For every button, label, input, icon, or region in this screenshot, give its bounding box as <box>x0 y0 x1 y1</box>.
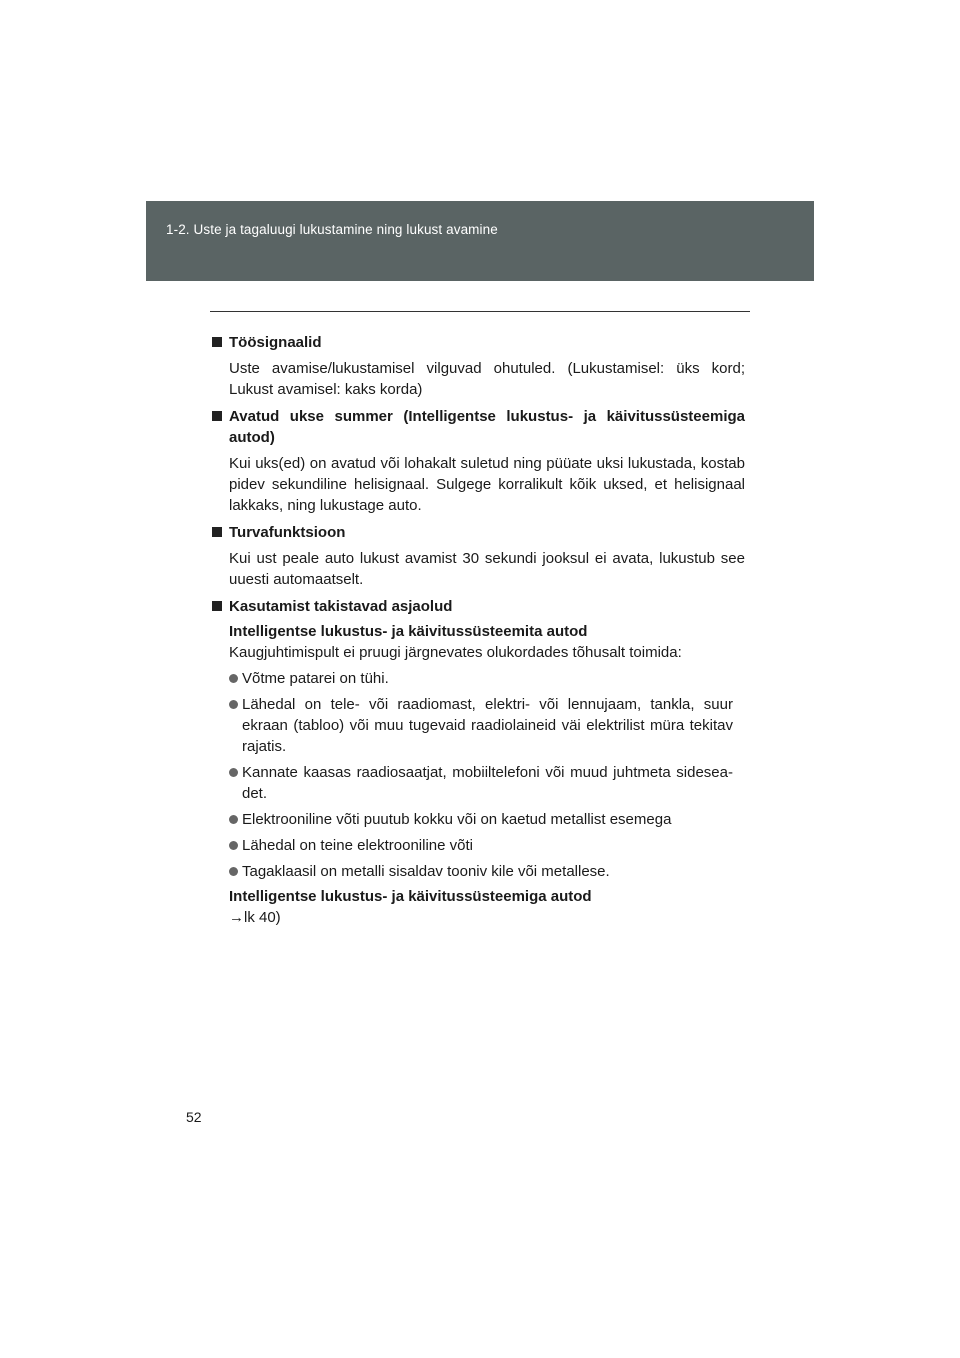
circle-bullet-icon <box>229 867 238 876</box>
section-title: 1-2. Uste ja tagaluugi lukustamine ning lukust avamine <box>166 222 498 237</box>
list-item: Elektrooniline võti puutub kokku või on kaetud metallist esemega <box>229 809 733 830</box>
page-number: 52 <box>186 1109 202 1125</box>
circle-bullet-icon <box>229 700 238 709</box>
page-reference: →lk 40) <box>229 909 281 926</box>
subheading: Intelligentse lukustus- ja käivitussüsteemiga autod <box>229 888 592 905</box>
circle-bullet-icon <box>229 674 238 683</box>
list-item: Lähedal on teine elektrooniline võti <box>229 835 733 856</box>
square-bullet-icon <box>212 601 222 611</box>
list-item: Tagaklaasil on metalli sisaldav tooniv kile või metallese. <box>229 861 733 882</box>
paragraph: Kaugjuhtimispult ei pruugi järgnevates olukordades tõhusalt toimida: <box>229 644 682 661</box>
heading-kasutamist-takistavad: Kasutamist takistavad asjaolud <box>212 596 745 617</box>
square-bullet-icon <box>212 527 222 537</box>
heading-avatud-ukse-summer: Avatud ukse summer (Intelligentse lukustus- ja käivitussüsteemiga autod) <box>212 406 745 448</box>
circle-bullet-icon <box>229 768 238 777</box>
circle-bullet-icon <box>229 815 238 824</box>
heading-toosignaalid: Töösignaalid <box>212 332 745 353</box>
list-item: Võtme patarei on tühi. <box>229 668 733 689</box>
paragraph: Kui ust peale auto lukust avamist 30 sekundi jooksul ei avata, lukustub see uuesti automaatselt. <box>229 550 745 588</box>
square-bullet-icon <box>212 337 222 347</box>
heading-turvafunktsioon: Turvafunktsioon <box>212 522 745 543</box>
square-bullet-icon <box>212 411 222 421</box>
circle-bullet-icon <box>229 841 238 850</box>
subheading: Intelligentse lukustus- ja käivitussüsteemita autod <box>229 623 588 640</box>
list-item: Lähedal on tele- või raadiomast, elektri- või lennujaam, tankla, suur ekraan (tabloo) või muu tugevaid raadiolaineid väi elektrilist müra tekitav rajatis. <box>229 694 733 757</box>
arrow-right-icon: → <box>229 909 244 926</box>
divider <box>210 311 750 312</box>
section-header-band <box>146 201 814 281</box>
paragraph: Kui uks(ed) on avatud või lohakalt suletud ning püüate uksi lukustada, kostab pidev sekundiline helisignaal. Sulgege korralikult kõik uksed, et helisignaal lakkaks, ning lukustage auto. <box>229 455 745 514</box>
paragraph: Uste avamise/lukustamisel vilguvad ohutuled. (Lukustamisel: üks kord; Lukust avamisel: kaks korda) <box>229 360 745 398</box>
page-content <box>212 328 745 928</box>
list-item: Kannate kaasas raadiosaatjat, mobiiltelefoni või muud juhtmeta sidesea- det. <box>229 762 733 804</box>
